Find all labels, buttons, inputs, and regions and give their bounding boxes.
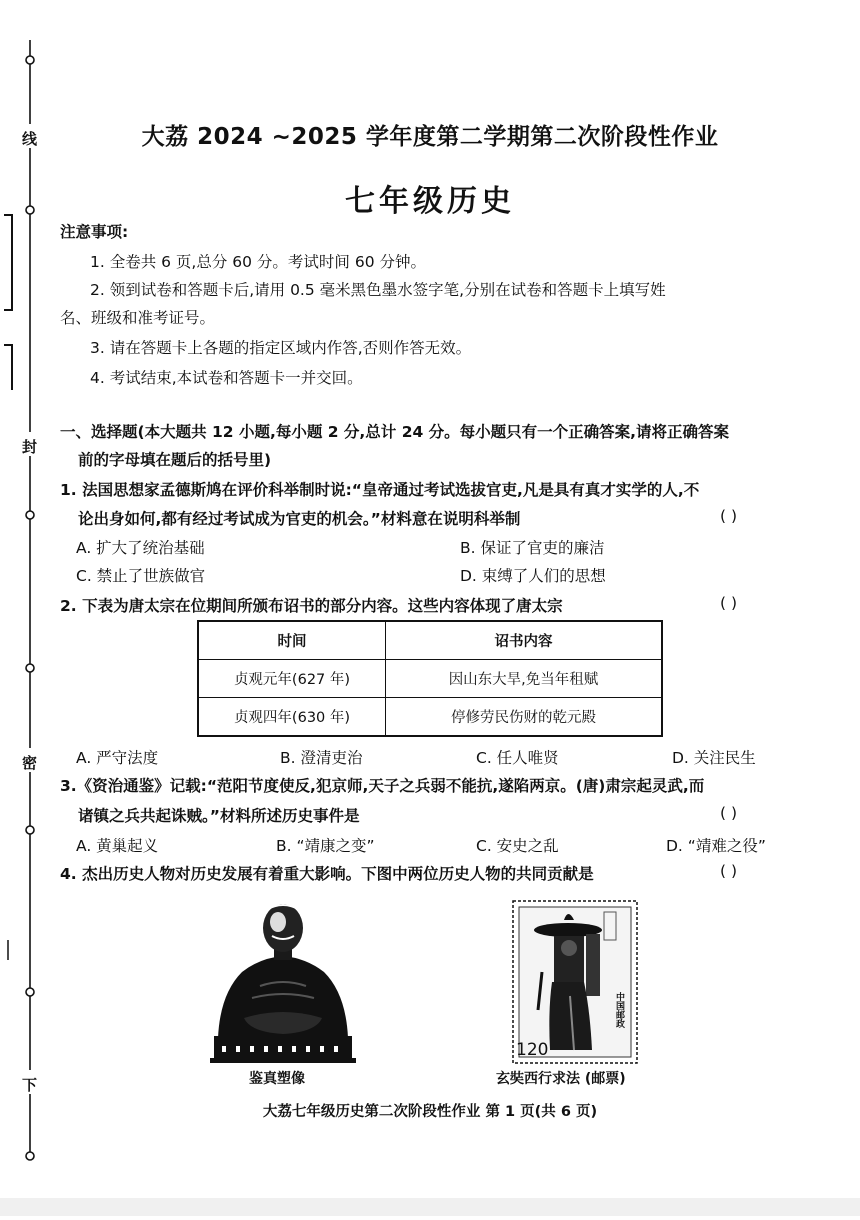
- q3-stem-cont: 诸镇之兵共起诛贼。”材料所述历史事件是: [78, 807, 360, 825]
- q2-option-d[interactable]: D. 关注民生: [672, 749, 756, 767]
- notice-item-1: 1. 全卷共 6 页,总分 60 分。考试时间 60 分钟。: [90, 253, 427, 271]
- margin-mark-xia: 下: [22, 1076, 38, 1094]
- fig1-caption: 鉴真塑像: [249, 1071, 305, 1087]
- q1-stem-cont: 论出身如何,都有经过考试成为官吏的机会。”材料意在说明科举制: [78, 510, 521, 528]
- q2-option-b[interactable]: B. 澄清吏治: [280, 749, 363, 767]
- q2-stem: 2. 下表为唐太宗在位期间所颁布诏书的部分内容。这些内容体现了唐太宗: [60, 597, 563, 615]
- notice-item-2: 2. 领到试卷和答题卡后,请用 0.5 毫米黑色墨水签字笔,分别在试卷和答题卡上填写姓: [90, 281, 666, 299]
- q3-stem: 3.《资治通鉴》记载:“范阳节度使反,犯京师,天子之兵弱不能抗,遂陷两京。(唐)肃宗起灵武,而: [60, 777, 705, 795]
- table-cell: 贞观四年(630 年): [198, 698, 386, 737]
- table-header-content: 诏书内容: [386, 621, 663, 660]
- q4-stem: 4. 杰出历史人物对历史发展有着重大影响。下图中两位历史人物的共同贡献是: [60, 865, 594, 883]
- table-row: [198, 660, 662, 698]
- margin-mark-xian: 线: [22, 130, 38, 148]
- q3-option-b[interactable]: B. “靖康之变”: [276, 837, 375, 855]
- table-header-row: [198, 621, 662, 660]
- q1-answer-blank[interactable]: ( ): [720, 507, 738, 525]
- q3-option-c[interactable]: C. 安史之乱: [476, 837, 559, 855]
- margin-mark-mi: 密: [22, 754, 38, 772]
- notice-item-4: 4. 考试结束,本试卷和答题卡一并交回。: [90, 369, 363, 387]
- table-row: [198, 698, 662, 737]
- q3-option-d[interactable]: D. “靖难之役”: [666, 837, 766, 855]
- edict-table: [197, 620, 663, 737]
- notice-heading: 注意事项:: [60, 223, 129, 241]
- q4-answer-blank[interactable]: ( ): [720, 862, 738, 880]
- exam-title: 大荔 2024 ~2025 学年度第二学期第二次阶段性作业: [141, 124, 719, 150]
- q1-option-b[interactable]: B. 保证了官吏的廉洁: [460, 539, 605, 557]
- table-cell: 停修劳民伤财的乾元殿: [386, 698, 663, 737]
- q2-option-a[interactable]: A. 严守法度: [76, 749, 159, 767]
- margin-mark-feng: 封: [22, 438, 38, 456]
- q1-option-c[interactable]: C. 禁止了世族做官: [76, 567, 206, 585]
- section-heading-cont: 前的字母填在题后的括号里): [78, 451, 272, 469]
- stamp-country: 中国邮政: [614, 992, 624, 1028]
- stamp-value: 120: [516, 1040, 549, 1060]
- q1-option-a[interactable]: A. 扩大了统治基础: [76, 539, 205, 557]
- section-heading: 一、选择题(本大题共 12 小题,每小题 2 分,总计 24 分。每小题只有一个正确答案,请将正确答案: [60, 423, 730, 441]
- bottom-bar: [0, 1198, 860, 1216]
- q2-answer-blank[interactable]: ( ): [720, 594, 738, 612]
- q1-option-d[interactable]: D. 束缚了人们的思想: [460, 567, 606, 585]
- page-footer: 大荔七年级历史第二次阶段性作业 第 1 页(共 6 页): [262, 1104, 598, 1120]
- q1-stem: 1. 法国思想家孟德斯鸠在评价科举制时说:“皇帝通过考试选拔官吏,凡是具有真才实学的人,不: [60, 481, 700, 499]
- table-cell: 因山东大旱,免当年租赋: [386, 660, 663, 698]
- q3-option-a[interactable]: A. 黄巢起义: [76, 837, 159, 855]
- table-header-time: 时间: [198, 621, 386, 660]
- q2-option-c[interactable]: C. 任人唯贤: [476, 749, 559, 767]
- fig2-caption: 玄奘西行求法 (邮票): [496, 1071, 626, 1087]
- notice-item-3: 3. 请在答题卡上各题的指定区域内作答,否则作答无效。: [90, 339, 472, 357]
- subject-title: 七年级历史: [345, 184, 515, 219]
- jianzhen-statue-image: [208, 898, 358, 1064]
- table-cell: 贞观元年(627 年): [198, 660, 386, 698]
- notice-item-2-cont: 名、班级和准考证号。: [60, 309, 216, 327]
- q3-answer-blank[interactable]: ( ): [720, 804, 738, 822]
